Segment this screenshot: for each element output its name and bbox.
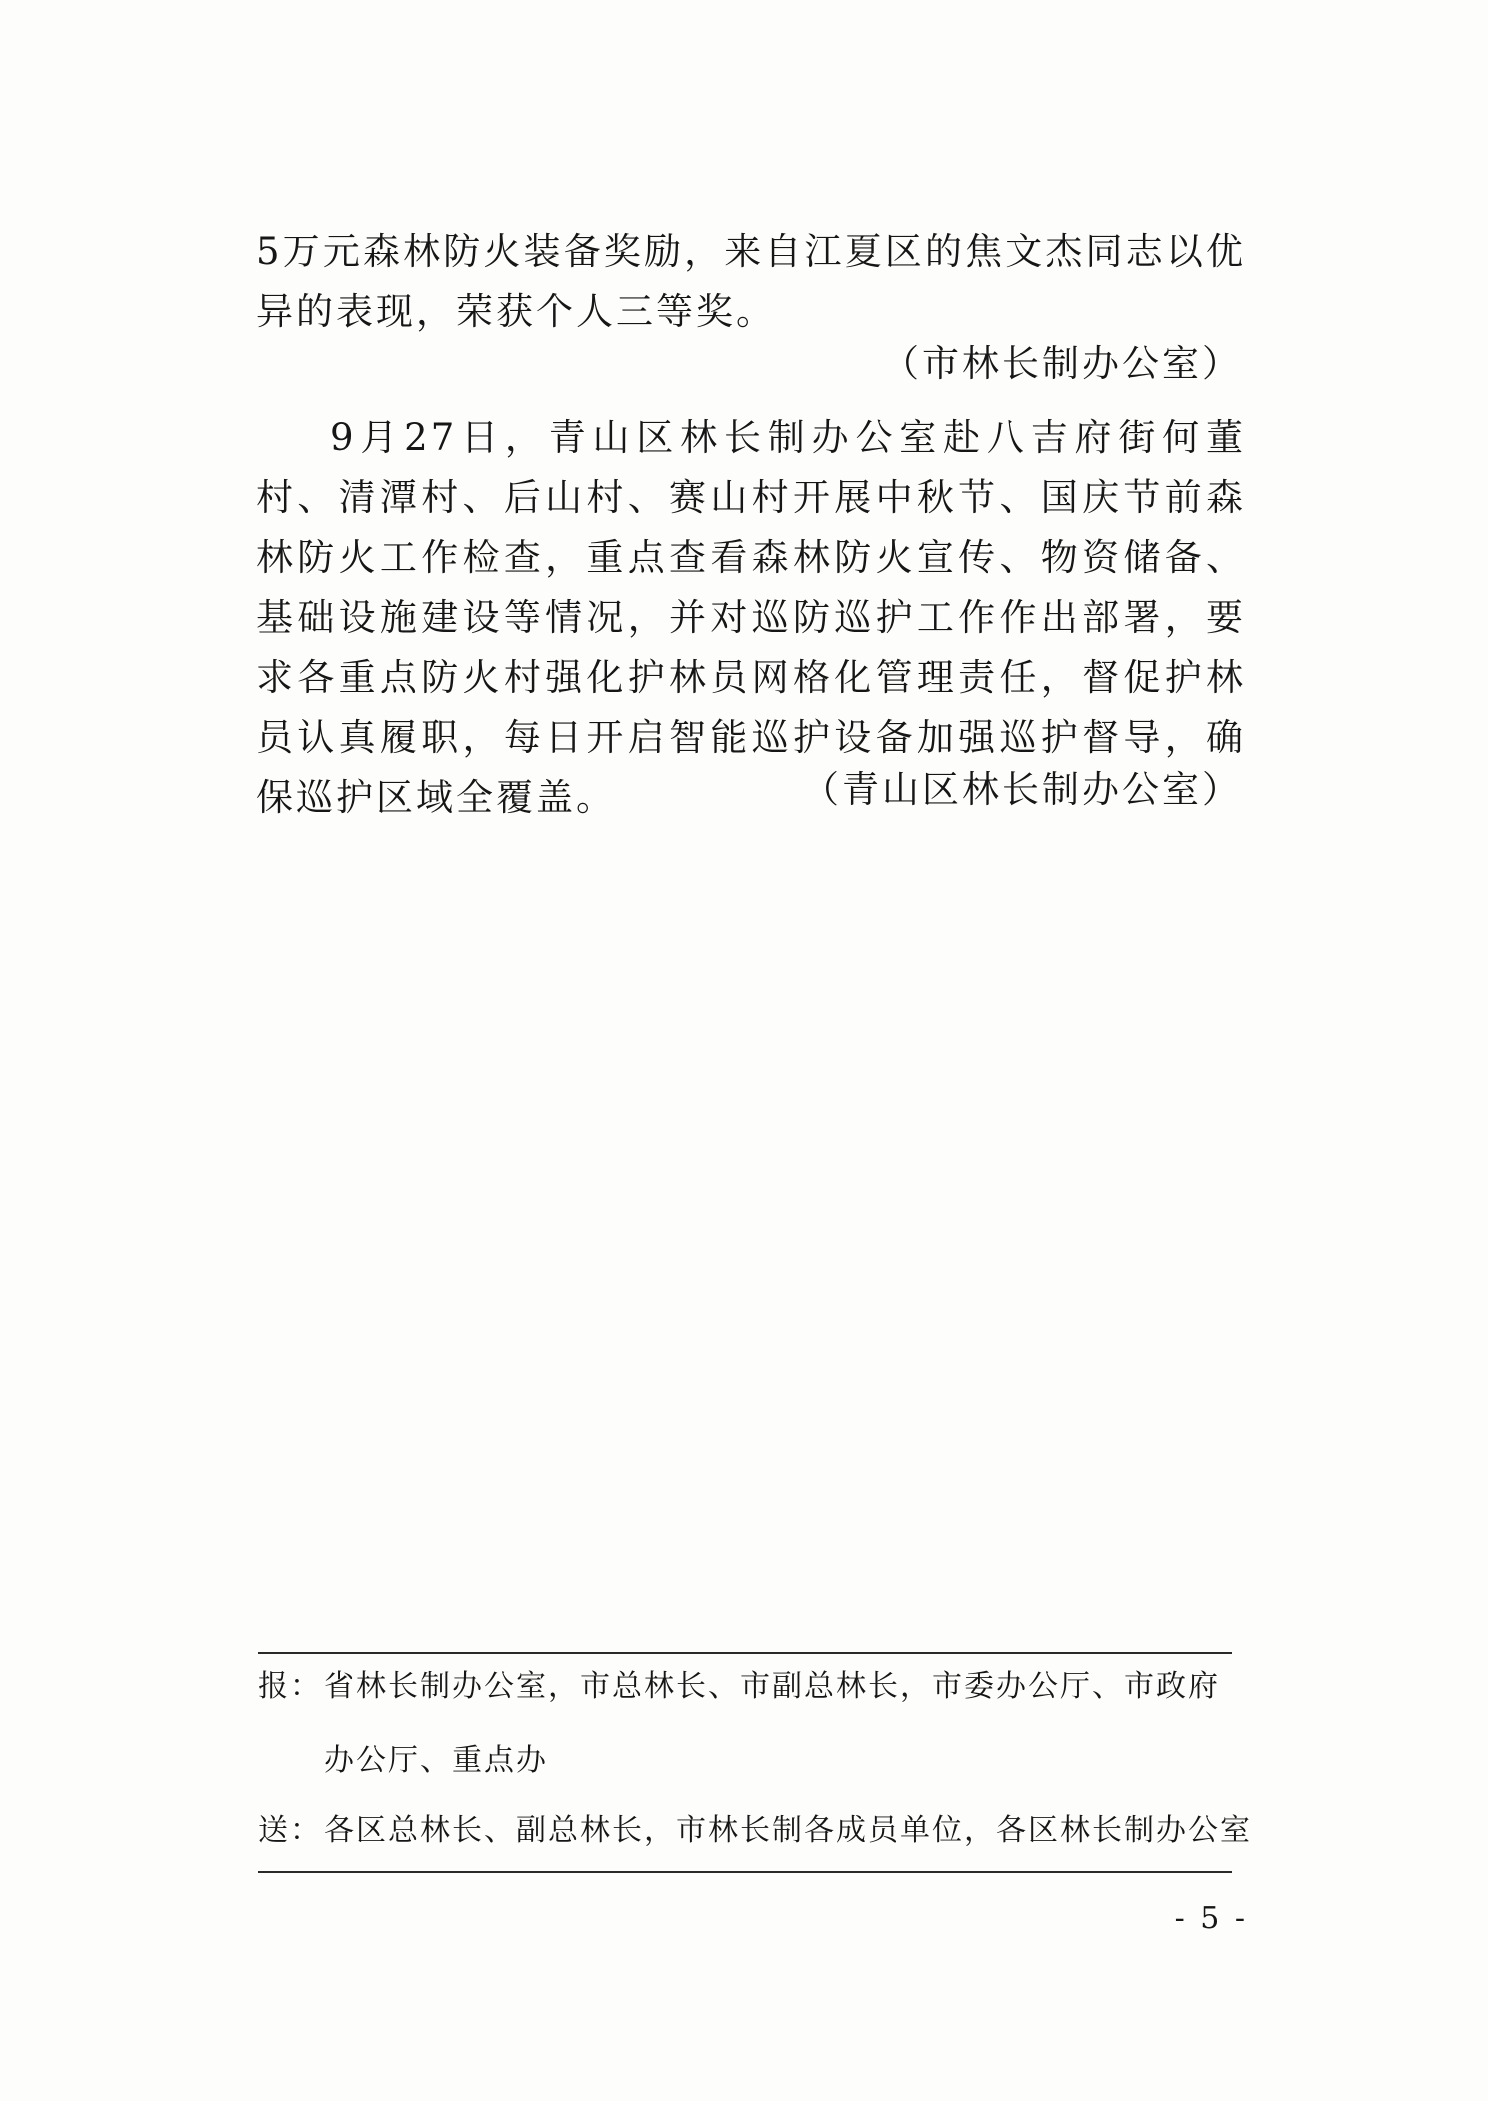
distribution-top-rule xyxy=(258,1652,1232,1654)
body-paragraph-1: 5万元森林防火装备奖励，来自江夏区的焦文杰同志以优异的表现，荣获个人三等奖。 xyxy=(256,230,1246,333)
send-to-recipients: 各区总林长、副总林长，市林长制各成员单位，各区林长制办公室 xyxy=(324,1813,1252,1848)
page-number: - 5 - xyxy=(1174,1901,1248,1936)
send-to-label: 送： xyxy=(258,1813,322,1848)
report-to-recipients: 省林长制办公室，市总林长、市副总林长，市委办公厅、市政府 xyxy=(324,1669,1220,1704)
distribution-bottom-rule xyxy=(258,1871,1232,1873)
distribution-report-to xyxy=(258,1667,1248,1707)
source-attribution-2: （青山区林长制办公室） xyxy=(802,768,1242,811)
source-attribution-1: （市林长制办公室） xyxy=(882,342,1242,385)
report-to-recipients-continued: 办公厅、重点办 xyxy=(324,1743,548,1778)
distribution-send-to xyxy=(258,1811,1252,1851)
report-to-label: 报： xyxy=(258,1669,322,1704)
body-paragraph-2: 9月27日，青山区林长制办公室赴八吉府街何董村、清潭村、后山村、赛山村开展中秋节、国庆节前森林防火工作检查，重点查看森林防火宣传、物资储备、基础设施建设等情况，并对巡防巡护工作作出部署，要求各重点防火村强化护林员网格化管理责任，督促护林员认真履职，每日开启智能巡护设备加强巡护督导，确保巡护区域全覆盖。 xyxy=(256,416,1246,819)
